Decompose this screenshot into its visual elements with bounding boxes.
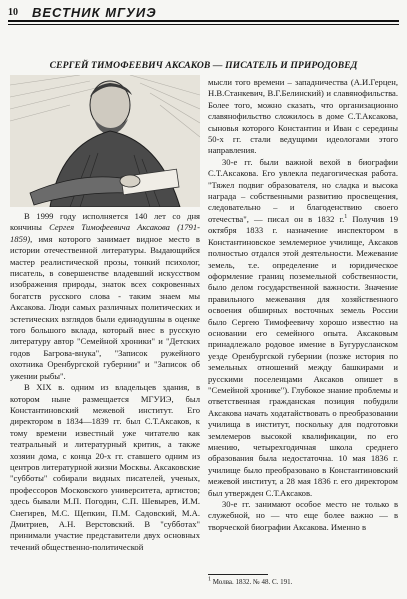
right-column <box>208 77 398 533</box>
footnote-reference: 1 <box>344 214 348 221</box>
header-rule-thick <box>8 20 399 22</box>
engraving-portrait-icon <box>10 75 200 207</box>
left-column <box>10 211 200 553</box>
person-name: Сергея Тимофеевича Аксакова (1791-1859) <box>10 222 201 244</box>
text-span: В 1999 году исполняется 140 лет со дня кончины <box>10 211 200 233</box>
text-span: Получив 19 октября 1833 г. назначение инспектором в Константиновское землемерное училище, Аксаков полностью отдался этой деятельности. Межевание земель, т.е. определение и юридическое оформление границ поземельной собственности, было делом государственной важности. Значение правильного межевания для хозяйственного освоения обширных восточных земель России было Сергею Тимофеевичу хорошо известно на основании его семейного опыта. Аксаковым принадлежало родовое имение в Бугурусланском уезде Оренбургской губернии (позже история по земельных отношений между башкирами и русскими поселенцами Аксаков опишет в "Семейной хронике"). Глубокое знание проблемы и ответственная гражданская позиция побудили Аксакова начать ходатайствовать о преобразовании училища в институт, поскольку для подготовки землемеров высокой квалификации, по его мнению, четырехгодичная школа среднего образования была недостаточна. 10 мая 1836 г. училище было преобразовано в Константиновский межевой институт, а 28 мая 1836 г. его директором был утвержден С.Т.Аксаков. <box>208 213 398 498</box>
footnote-mark: 1 <box>208 576 211 583</box>
header-rule-thin <box>8 24 399 25</box>
paragraph: мысли того времени – западничества (А.И.Герцен, Н.В.Станкевич, В.Г.Белинский) и славянофильства. Более того, можно сказать, что организационно славянофильство сложилось в доме С.Т.Аксакова, сыновья которого Константин и Иван с середины 50-х гг. стали ведущими идеологами этого направления. <box>208 77 398 156</box>
paragraph: В XIX в. одним из владельцев здания, в котором ныне размещается МГУИЭ, был Константиновский межевой институт. Его директором в 1834—1839 гг. был С.Т.Аксаков, к тому времени известный уже читателю как театральный и литературный критик, а также хозяин дома, с конца 20-х гг. ставшего одним из центров литературной жизни Москвы. Аксаковские "субботы" собирали видных писателей, ученых, профессоров Московского университета, артистов; здесь бывали М.П. Погодин, С.П. Шевырев, И.М. Снегирев, М.С. Щепкин, П.М. Садовский, М.А. Дмитриев, А.Н. Верстовский. В "субботах" принимали участие представители двух основных течений общественно-политической <box>10 382 200 552</box>
paragraph <box>208 157 398 499</box>
paragraph: 30-е гг. занимают особое место не только в служебной, но — что еще более важно — в творческой биографии Аксакова. Именно в <box>208 499 398 532</box>
article-title: СЕРГЕЙ ТИМОФЕЕВИЧ АКСАКОВ — ПИСАТЕЛЬ И ПРИРОДОВЕД <box>49 60 358 71</box>
text-span: , имя которого занимает видное место в истории отечественной литературы. Выдающийся мастер реалистической прозы, тонкий психолог, писатель, в совершенстве владевший искусством изображения природы, знаток всех сокровенных богатств русского слова - таким знаем мы Аксакова. Люди самых различных политических и эстетических взглядов были единодушны в оценке того большого вклада, который внес в русскую литературу автор "Семейной хроники" и "Детских годов Багрова-внука", "Записок ружейного охотника Оренбургской губернии" и "Записок об ужении рыбы". <box>10 233 200 381</box>
page-number: 10 <box>8 7 18 18</box>
footnote-text: Молва. 1832. № 48. С. 191. <box>211 578 293 586</box>
footnote-rule <box>208 574 268 575</box>
portrait-image <box>10 75 200 207</box>
page-header <box>8 4 399 26</box>
footnote <box>208 578 398 587</box>
text-span: 30-е гг. были важной вехой в биографии С.Т.Аксакова. Его увлекла педагогическая работа. "Тяжел подвиг образователя, но сладка и высока награда – собственными развитию просвещения, следовательно – и благоденствию своего отечества", — писал он в 1832 г. <box>208 156 398 224</box>
journal-title: ВЕСТНИК МГУИЭ <box>32 5 157 20</box>
paragraph <box>10 211 200 382</box>
